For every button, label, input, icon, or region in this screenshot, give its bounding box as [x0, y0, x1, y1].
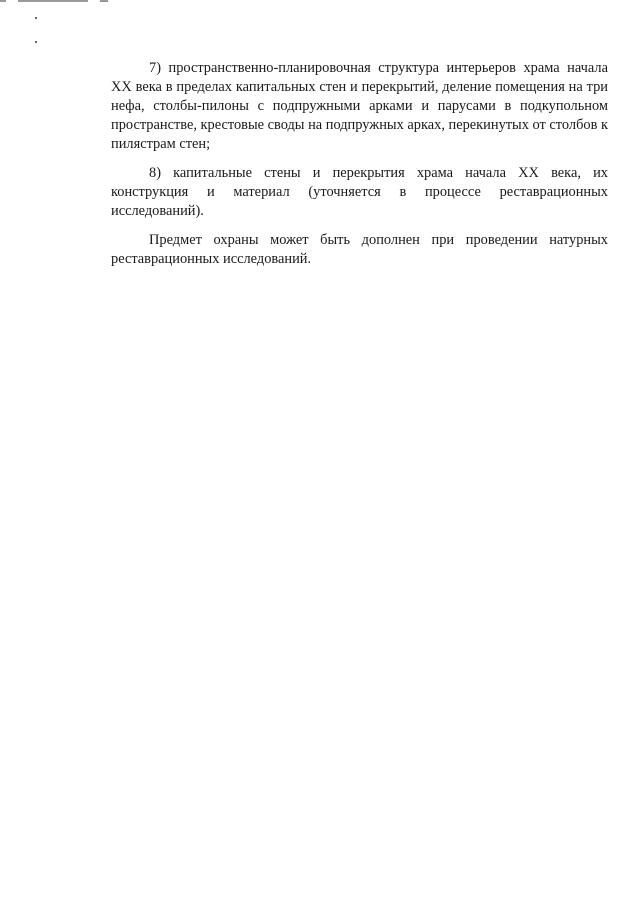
- paragraph-closing-note: Предмет охраны может быть дополнен при проведении натурных реставрационных исследований.: [111, 232, 608, 267]
- paragraph-item-7: 7) пространственно-планировочная структура интерьеров храма начала XX века в пределах капитальных стен и перекрытий, деление помещения на три нефа, столбы-пилоны с подпружными арками и парусами в подкупольном пространстве, крестовые своды на подпружных арках, перекинутых от столбов к пилястрам стен;: [111, 60, 608, 152]
- paragraph-item-8: 8) капитальные стены и перекрытия храма начала XX века, их конструкция и материал (уточняется в процессе реставрационных исследований).: [111, 165, 608, 219]
- scan-speck: [35, 41, 37, 43]
- document-body: [111, 59, 608, 269]
- scan-edge-mark: [0, 0, 120, 4]
- scan-speck: [35, 17, 37, 19]
